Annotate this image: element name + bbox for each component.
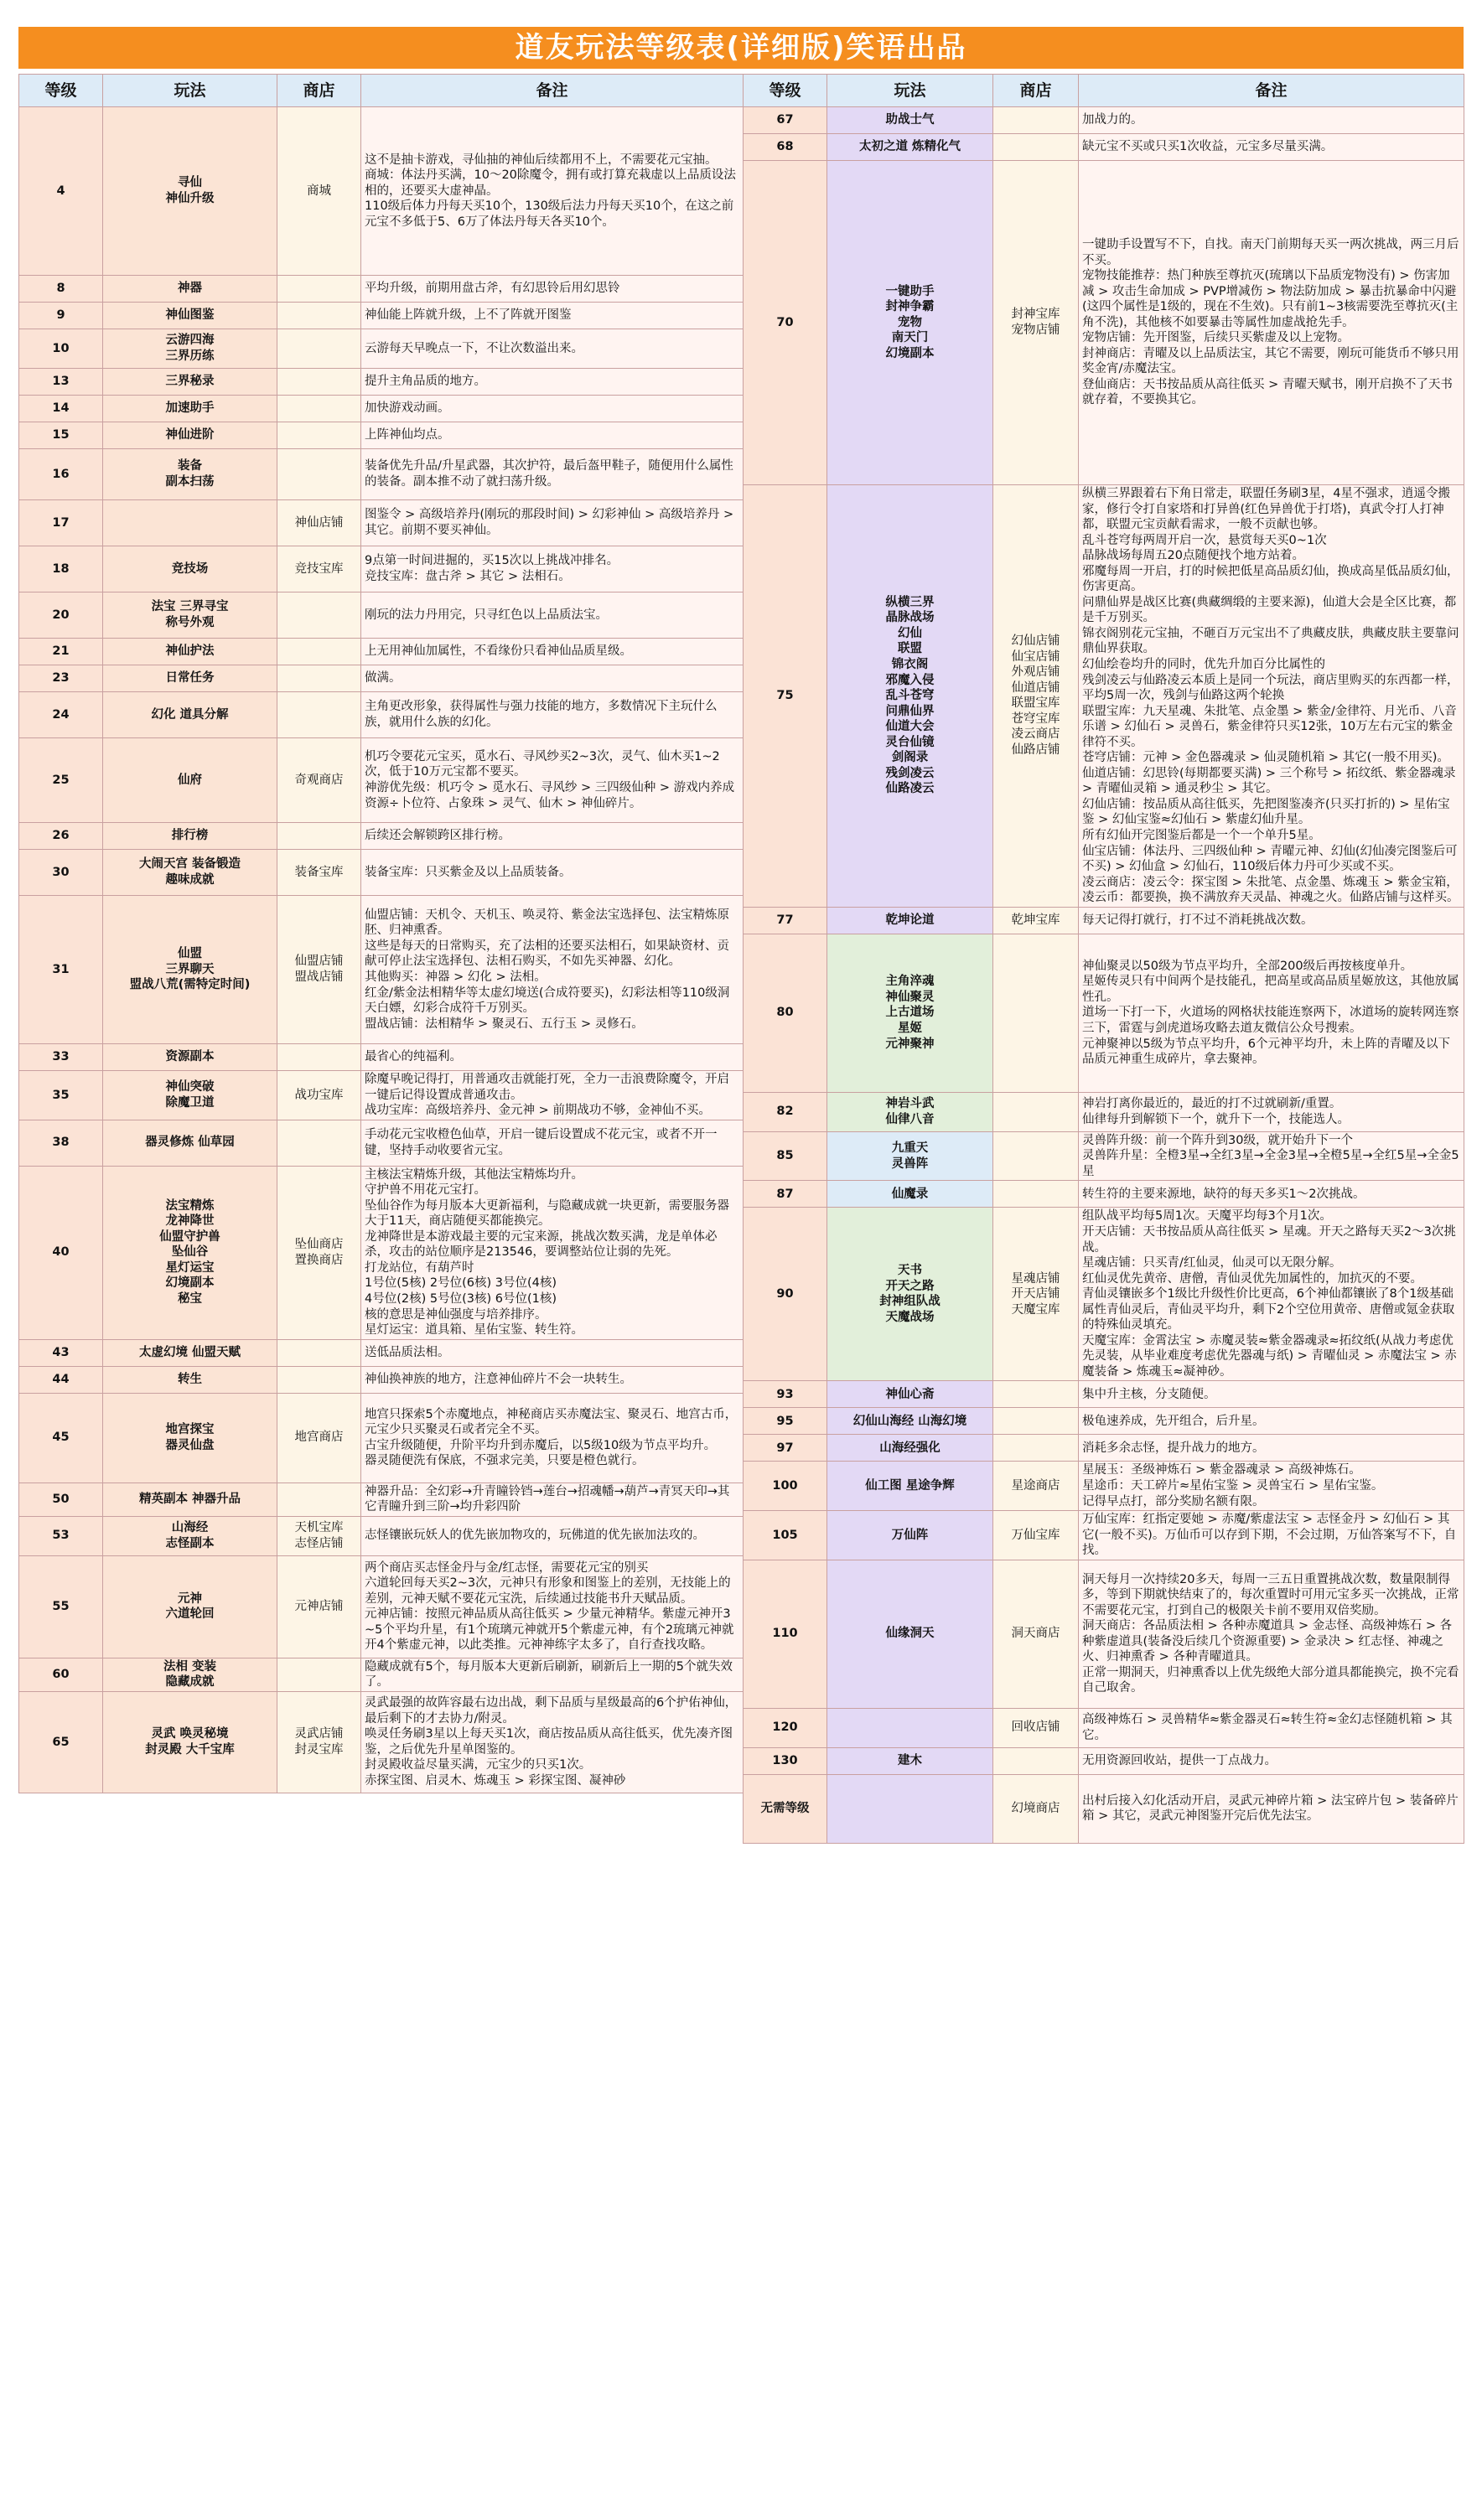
note-cell: 装备宝库：只买紫金及以上品质装备。: [361, 850, 744, 896]
play-cell: 三界秘录: [103, 369, 277, 396]
note-cell: 灵兽阵升级：前一个阵升到30级，就开始升下一个 灵兽阵升星：全橙3星→全红3星→全金3星→全橙5星→全红5星→全金5星: [1079, 1131, 1464, 1181]
play-cell: 仙缘洞天: [827, 1560, 993, 1708]
play-cell: 神仙进阶: [103, 422, 277, 449]
play-cell: 仙魔录: [827, 1181, 993, 1208]
level-cell: 24: [19, 692, 103, 738]
shop-cell: [277, 1366, 361, 1393]
level-cell: 43: [19, 1339, 103, 1366]
play-cell: 万仙阵: [827, 1511, 993, 1560]
note-cell: 后续还会解锁跨区排行榜。: [361, 823, 744, 850]
level-cell: 95: [744, 1408, 827, 1435]
table-row: [19, 1339, 744, 1366]
play-cell: 寻仙 神仙升级: [103, 107, 277, 276]
shop-cell: [277, 665, 361, 692]
shop-cell: [277, 1658, 361, 1691]
note-cell: 组队战平均每5周1次。天魔平均每3个月1次。 开天店铺：天书按品质从高往低买 > 星魂。开天之路每天买2～3次挑战。 星魂店铺：只买青/红仙灵，仙灵可以无限分解。 红仙灵优先黄帝、唐僧，青仙灵优先加属性的，加抗灭的不要。 青仙灵镶嵌多个1级比升级性价比更高，6个神仙都镶嵌了8个1级基础属性青仙灵后，青仙灵平均升，剩下2个空位用黄帝、唐僧或氪金获取的特殊仙灵填充。 天魔宝库：金霄法宝 > 赤魔灵装≈紫金器魂录≈拓纹纸(从战力考虑优先灵装，从毕业难度考虑优先器魂与纸) > 青曜仙灵 > 赤魔法宝 > 赤魔装备 > 炼魂玉≈凝神砂。: [1079, 1208, 1464, 1381]
shop-cell: [993, 1408, 1079, 1435]
table-row: [19, 276, 744, 303]
level-cell: 26: [19, 823, 103, 850]
table-row: [19, 546, 744, 592]
table-row: [744, 1511, 1464, 1560]
play-cell: [827, 1774, 993, 1843]
note-cell: 神器升品：全幻彩→升青瞳铃铛→莲台→招魂幡→葫芦→青冥天印→其它青瞳升到三阶→均升彩四阶: [361, 1483, 744, 1516]
note-cell: 星展玉：圣级神炼石 > 紫金器魂录 > 高级神炼石。 星途币：天工碎片≈星佑宝鉴 > 灵兽宝石 > 星佑宝鉴。 记得早点打，部分奖励名额有限。: [1079, 1462, 1464, 1511]
play-cell: 太虚幻境 仙盟天赋: [103, 1339, 277, 1366]
shop-cell: [277, 422, 361, 449]
shop-cell: 坠仙商店 置换商店: [277, 1166, 361, 1339]
level-cell: 45: [19, 1393, 103, 1483]
level-cell: 18: [19, 546, 103, 592]
play-cell: 转生: [103, 1366, 277, 1393]
header-row: [19, 75, 744, 107]
play-cell: 云游四海 三界历练: [103, 329, 277, 369]
level-cell: 60: [19, 1658, 103, 1691]
table-row: [744, 107, 1464, 134]
note-cell: 主核法宝精炼升级，其他法宝精炼均升。 守护兽不用花元宝打。 坠仙谷作为每月版本大更新福利，与隐藏成就一块更新，需要服务器大于11天，商店随便买都能换完。 龙神降世是本游戏最主要的元宝来源，挑战次数买满，龙是单体必杀，攻击的站位顺序是213546，要调整站位让弱的先死。 打龙站位，有葫芦时 1号位(5核) 2号位(6核) 3号位(4核) 4号位(2核) 5号位(3核) 6号位(1核) 核的意思是神仙强度与培养排序。 星灯运宝：道具箱、星佑宝鉴、转生符。: [361, 1166, 744, 1339]
table-row: [744, 1181, 1464, 1208]
level-cell: 35: [19, 1071, 103, 1120]
note-cell: 9点第一时间进掘的，买15次以上挑战冲排名。 竞技宝库：盘古斧 > 其它 > 法相石。: [361, 546, 744, 592]
level-cell: 110: [744, 1560, 827, 1708]
note-cell: 神岩打离你最近的，最近的打不过就刷新/重置。 仙律每升到解锁下一个，就升下一个，技能选人。: [1079, 1092, 1464, 1131]
play-cell: 器灵修炼 仙草园: [103, 1120, 277, 1166]
table-row: [744, 1462, 1464, 1511]
shop-cell: [277, 592, 361, 639]
level-cell: 14: [19, 396, 103, 422]
note-cell: 两个商店买志怪金丹与金/红志怪，需要花元宝的别买 六道轮回每天买2~3次，元神只有形象和图鉴上的差别，无技能上的差别，元神天赋不要花元宝洗，后续通过技能书升天赋品质。 元神店铺：按照元神品质从高往低买 > 少量元神精华。紫虚元神开3~5个平均升星，有1个琉璃元神就开5个紫虚元神，有个2琉璃元神就开4个紫虚元神，以此类推。元神神练字太多了，自行查找攻略。: [361, 1555, 744, 1658]
play-cell: 法宝精炼 龙神降世 仙盟守护兽 坠仙谷 星灯运宝 幻境副本 秘宝: [103, 1166, 277, 1339]
table-row: [744, 1131, 1464, 1181]
note-cell: 这不是抽卡游戏，寻仙抽的神仙后续都用不上，不需要花元宝抽。 商城：体法丹买满，10～20除魔令，拥有或打算充栽虚以上品质设法相的，还要买大虚神晶。 110级后体力丹每天买10个，130级后法力丹每天买10个，在这之前元宝不多低于5、6万了体法丹每天各买10个。: [361, 107, 744, 276]
note-cell: 无用资源回收站，提供一丁点战力。: [1079, 1747, 1464, 1774]
level-cell: 90: [744, 1208, 827, 1381]
note-cell: 神仙能上阵就升级，上不了阵就开图鉴: [361, 303, 744, 329]
note-cell: 装备优先升品/升星武器，其次护符，最后盔甲鞋子，随便用什么属性的装备。副本推不动了就扫荡升级。: [361, 449, 744, 500]
table-row: [19, 1658, 744, 1691]
level-cell: 65: [19, 1691, 103, 1793]
note-cell: 神仙聚灵以50级为节点平均升，全部200级后再按核度单升。 星姬传灵只有中间两个是技能孔，把高星或高品质星姬放这，其他放属性孔。 道场一下打一下，火道场的网格状技能连察两下，冰道场的旋转网连察三下，雷霆与剑虎道场攻略去道友微信公众号搜索。 元神聚神以5级为节点平均升，6个元神平均升，未上阵的青曜及以下品质元神重生成碎片，拿去聚神。: [1079, 934, 1464, 1092]
play-cell: 神仙心斋: [827, 1381, 993, 1408]
shop-cell: 竞技宝库: [277, 546, 361, 592]
table-row: [19, 1691, 744, 1793]
note-cell: 送低品质法相。: [361, 1339, 744, 1366]
level-cell: 10: [19, 329, 103, 369]
note-cell: 万仙宝库：红指定要她 > 赤魔/紫虚法宝 > 志怪金丹 > 幻仙石 > 其它(一般不买)。万仙币可以存到下期，不会过期，万仙答案写不下，自找。: [1079, 1511, 1464, 1560]
level-cell: 无需等级: [744, 1774, 827, 1843]
note-cell: 上阵神仙均点。: [361, 422, 744, 449]
table-row: [744, 1381, 1464, 1408]
play-cell: 纵横三界 晶脉战场 幻仙 联盟 锦衣阁 邪魔入侵 乱斗苍穹 问鼎仙界 仙道大会 灵台仙镜 剑阁录 残剑凌云 仙路凌云: [827, 485, 993, 908]
level-cell: 97: [744, 1435, 827, 1462]
shop-cell: [277, 303, 361, 329]
play-cell: 仙府: [103, 738, 277, 823]
table-row: [19, 422, 744, 449]
play-cell: 地宫探宝 器灵仙盘: [103, 1393, 277, 1483]
note-cell: 加战力的。: [1079, 107, 1464, 134]
shop-cell: [993, 1181, 1079, 1208]
play-cell: 幻仙山海经 山海幻境: [827, 1408, 993, 1435]
shop-cell: [277, 1339, 361, 1366]
level-cell: 4: [19, 107, 103, 276]
level-cell: 120: [744, 1708, 827, 1747]
play-cell: 幻化 道具分解: [103, 692, 277, 738]
note-cell: 洞天每月一次持续20多天，每周一三五日重置挑战次数，数量限制得多，等到下期就快结束了的，每次重置时可用元宝多买一次挑战，正常不需要花元宝，打到自己的极限关卡前不要用双倍奖励。 洞天商店：各品质法相 > 各种赤魔道具 > 金志怪、高级神炼石 > 各种紫虚道具(装备没后续几个资源重要) > 金录决 > 红志怪、神魂之火、归神熏香 > 各种青曜道具。 正常一期洞天，归神熏香以上优先级绝大部分道具都能换完，换不完看自己取舍。: [1079, 1560, 1464, 1708]
note-cell: 出村后接入幻化活动开启，灵武元神碎片箱 > 法宝碎片包 > 装备碎片箱 > 其它，灵武元神图鉴开完后优先法宝。: [1079, 1774, 1464, 1843]
shop-cell: 地宫商店: [277, 1393, 361, 1483]
shop-cell: 天机宝库 志怪店铺: [277, 1516, 361, 1555]
play-cell: 排行榜: [103, 823, 277, 850]
note-cell: 加快游戏动画。: [361, 396, 744, 422]
play-cell: 竞技场: [103, 546, 277, 592]
header-level: 等级: [19, 75, 103, 107]
level-table-right: [743, 74, 1464, 1844]
table-row: [744, 934, 1464, 1092]
note-cell: 最省心的纯福利。: [361, 1044, 744, 1071]
play-cell: 法宝 三界寻宝 称号外观: [103, 592, 277, 639]
header-shop: 商店: [277, 75, 361, 107]
table-row: [19, 639, 744, 665]
shop-cell: 幻境商店: [993, 1774, 1079, 1843]
shop-cell: 乾坤宝库: [993, 907, 1079, 934]
play-cell: 加速助手: [103, 396, 277, 422]
note-cell: 提升主角品质的地方。: [361, 369, 744, 396]
play-cell: 天书 开天之路 封神组队战 天魔战场: [827, 1208, 993, 1381]
level-cell: 130: [744, 1747, 827, 1774]
note-cell: 上无用神仙加属性，不看缘份只看神仙品质星级。: [361, 639, 744, 665]
shop-cell: 回收店铺: [993, 1708, 1079, 1747]
table-row: [19, 823, 744, 850]
table-row: [744, 485, 1464, 908]
table-row: [744, 1708, 1464, 1747]
level-cell: 55: [19, 1555, 103, 1658]
play-cell: 主角淬魂 神仙聚灵 上古道场 星姬 元神聚神: [827, 934, 993, 1092]
level-cell: 23: [19, 665, 103, 692]
play-cell: 助战士气: [827, 107, 993, 134]
shop-cell: [277, 449, 361, 500]
shop-cell: [277, 1044, 361, 1071]
shop-cell: [993, 1092, 1079, 1131]
table-row: [19, 449, 744, 500]
play-cell: 大闹天宫 装备锻造 趣味成就: [103, 850, 277, 896]
level-cell: 85: [744, 1131, 827, 1181]
play-cell: 日常任务: [103, 665, 277, 692]
level-cell: 105: [744, 1511, 827, 1560]
table-row: [19, 1166, 744, 1339]
level-cell: 67: [744, 107, 827, 134]
note-cell: 云游每天早晚点一下，不让次数溢出来。: [361, 329, 744, 369]
header-level: 等级: [744, 75, 827, 107]
play-cell: 神仙突破 除魔卫道: [103, 1071, 277, 1120]
note-cell: 平均升级，前期用盘古斧，有幻思铃后用幻思铃: [361, 276, 744, 303]
level-cell: 16: [19, 449, 103, 500]
level-cell: 87: [744, 1181, 827, 1208]
level-cell: 9: [19, 303, 103, 329]
level-cell: 20: [19, 592, 103, 639]
note-cell: 转生符的主要来源地，缺符的每天多买1～2次挑战。: [1079, 1181, 1464, 1208]
level-table-left: [18, 74, 744, 1793]
shop-cell: 商城: [277, 107, 361, 276]
note-cell: 每天记得打就行，打不过不消耗挑战次数。: [1079, 907, 1464, 934]
note-cell: 机巧令要花元宝买，觅水石、寻风纱买2~3次，灵气、仙木买1~2次，低于10万元宝都不要买。 神游优先级：机巧令 > 觅水石、寻风纱 > 三四级仙种 > 游戏内养成资源÷卜位符、占象珠 > 灵气、仙木 > 神仙碎片。: [361, 738, 744, 823]
note-cell: 高级神炼石 > 灵兽精华≈紫金器灵石≈转生符≈金幻志怪随机箱 > 其它。: [1079, 1708, 1464, 1747]
note-cell: 极龟速养成，先开组合，后升星。: [1079, 1408, 1464, 1435]
play-cell: 神岩斗武 仙律八音: [827, 1092, 993, 1131]
shop-cell: [993, 1131, 1079, 1181]
shop-cell: [277, 692, 361, 738]
level-cell: 30: [19, 850, 103, 896]
table-row: [744, 134, 1464, 161]
level-cell: 15: [19, 422, 103, 449]
play-cell: 灵武 唤灵秘境 封灵殿 大千宝库: [103, 1691, 277, 1793]
note-cell: 仙盟店铺：天机令、天机玉、唤灵符、紫金法宝选择包、法宝精炼原胚、归神熏香。 这些是每天的日常购买，充了法相的还要买法相石，如果缺资材、贡献可停止法宝选择包、法相石购买，不如先买神器、幻化。 其他购买：神器 > 幻化 > 法相。 红金/紫金法相精华等太虚幻境送(合成符要买)，幻彩法相等110级洞天白嫖，幻彩合成符千万别买。 盟战店铺：法相精华 > 聚灵石、五行玉 > 灵修石。: [361, 896, 744, 1044]
level-cell: 75: [744, 485, 827, 908]
shop-cell: [277, 329, 361, 369]
shop-cell: 奇观商店: [277, 738, 361, 823]
play-cell: [827, 1708, 993, 1747]
table-row: [19, 692, 744, 738]
table-row: [19, 396, 744, 422]
shop-cell: 星魂店铺 开天店铺 天魔宝库: [993, 1208, 1079, 1381]
table-row: [19, 1516, 744, 1555]
table-row: [19, 896, 744, 1044]
shop-cell: 仙盟店铺 盟战店铺: [277, 896, 361, 1044]
table-row: [19, 1120, 744, 1166]
play-cell: 神仙护法: [103, 639, 277, 665]
table-row: [744, 1560, 1464, 1708]
header-play: 玩法: [103, 75, 277, 107]
level-cell: 70: [744, 161, 827, 485]
table-row: [19, 1044, 744, 1071]
table-row: [744, 1408, 1464, 1435]
play-cell: 太初之道 炼精化气: [827, 134, 993, 161]
shop-cell: 洞天商店: [993, 1560, 1079, 1708]
level-cell: 21: [19, 639, 103, 665]
play-cell: 九重天 灵兽阵: [827, 1131, 993, 1181]
table-row: [19, 303, 744, 329]
table-row: [744, 907, 1464, 934]
header-note: 备注: [1079, 75, 1464, 107]
header-row: [744, 75, 1464, 107]
note-cell: 志怪镶嵌玩妖人的优先嵌加物攻的，玩佛道的优先嵌加法攻的。: [361, 1516, 744, 1555]
note-cell: 隐藏成就有5个，每月版本大更新后刷新，刷新后上一期的5个就失效了。: [361, 1658, 744, 1691]
note-cell: 刚玩的法力丹用完，只寻红色以上品质法宝。: [361, 592, 744, 639]
shop-cell: [277, 276, 361, 303]
shop-cell: 装备宝库: [277, 850, 361, 896]
shop-cell: [277, 639, 361, 665]
shop-cell: [993, 1747, 1079, 1774]
shop-cell: [993, 107, 1079, 134]
play-cell: 资源副本: [103, 1044, 277, 1071]
level-cell: 25: [19, 738, 103, 823]
play-cell: 仙工图 星途争辉: [827, 1462, 993, 1511]
level-cell: 93: [744, 1381, 827, 1408]
shop-cell: [277, 823, 361, 850]
play-cell: 乾坤论道: [827, 907, 993, 934]
shop-cell: 星途商店: [993, 1462, 1079, 1511]
note-cell: 灵武最强的故阵容最右边出战，剩下品质与星级最高的6个护佑神仙，最后剩下的才去协力/附灵。 唤灵任务刷3星以上每天买1次，商店按品质从高往低买，优先凑齐图鉴，之后优先升星单图鉴的。 封灵殿收益尽量买满，元宝少的只买1次。 赤探宝图、启灵木、炼魂玉 > 彩探宝图、凝神砂: [361, 1691, 744, 1793]
level-cell: 82: [744, 1092, 827, 1131]
table-row: [19, 369, 744, 396]
level-cell: 13: [19, 369, 103, 396]
table-row: [19, 329, 744, 369]
table-row: [19, 500, 744, 546]
play-cell: 仙盟 三界聊天 盟战八荒(需特定时间): [103, 896, 277, 1044]
play-cell: 建木: [827, 1747, 993, 1774]
note-cell: 集中升主核，分支随便。: [1079, 1381, 1464, 1408]
level-cell: 50: [19, 1483, 103, 1516]
table-row: [19, 592, 744, 639]
table-row: [744, 161, 1464, 485]
level-cell: 40: [19, 1166, 103, 1339]
play-cell: [103, 500, 277, 546]
play-cell: 山海经 志怪副本: [103, 1516, 277, 1555]
shop-cell: 封神宝库 宠物店铺: [993, 161, 1079, 485]
note-cell: 图鉴令 > 高级培养丹(刚玩的那段时间) > 幻彩神仙 > 高级培养丹 > 其它。前期不要买神仙。: [361, 500, 744, 546]
shop-cell: 神仙店铺: [277, 500, 361, 546]
table-row: [744, 1747, 1464, 1774]
header-shop: 商店: [993, 75, 1079, 107]
level-cell: 31: [19, 896, 103, 1044]
play-cell: 装备 副本扫荡: [103, 449, 277, 500]
shop-cell: 元神店铺: [277, 1555, 361, 1658]
table-row: [19, 850, 744, 896]
level-cell: 38: [19, 1120, 103, 1166]
shop-cell: [993, 1435, 1079, 1462]
play-cell: 一键助手 封神争霸 宠物 南天门 幻境副本: [827, 161, 993, 485]
play-cell: 法相 变装 隐藏成就: [103, 1658, 277, 1691]
table-row: [19, 738, 744, 823]
shop-cell: 万仙宝库: [993, 1511, 1079, 1560]
table-row: [744, 1774, 1464, 1843]
note-cell: 手动花元宝收橙色仙草，开启一键后设置成不花元宝，或者不开一键，坚持手动收要省元宝。: [361, 1120, 744, 1166]
level-cell: 53: [19, 1516, 103, 1555]
play-cell: 神器: [103, 276, 277, 303]
note-cell: 消耗多余志怪，提升战力的地方。: [1079, 1435, 1464, 1462]
level-cell: 100: [744, 1462, 827, 1511]
table-row: [19, 1555, 744, 1658]
table-row: [19, 1366, 744, 1393]
page-title: 道友玩法等级表(详细版)笑语出品: [18, 27, 1464, 69]
shop-cell: [993, 934, 1079, 1092]
level-cell: 44: [19, 1366, 103, 1393]
note-cell: 主角更改形象，获得属性与强力技能的地方，多数情况下主玩什么族，就用什么族的幻化。: [361, 692, 744, 738]
note-cell: 地宫只探索5个赤魔地点，神秘商店买赤魔法宝、聚灵石、地宫古币，元宝少只买聚灵石或者完全不买。 古宝升级随便，升阶平均升到赤魔后，以5级10级为节点平均升。 器灵随便洗有保底，不强求完美，只要是橙色就行。: [361, 1393, 744, 1483]
level-cell: 17: [19, 500, 103, 546]
level-cell: 68: [744, 134, 827, 161]
table-row: [19, 107, 744, 276]
shop-cell: [277, 369, 361, 396]
note-cell: 神仙换神族的地方，注意神仙碎片不会一块转生。: [361, 1366, 744, 1393]
shop-cell: [277, 396, 361, 422]
level-cell: 8: [19, 276, 103, 303]
header-note: 备注: [361, 75, 744, 107]
shop-cell: [993, 1381, 1079, 1408]
play-cell: 精英副本 神器升品: [103, 1483, 277, 1516]
shop-cell: 幻仙店铺 仙宝店铺 外观店铺 仙道店铺 联盟宝库 苍穹宝库 凌云商店 仙路店铺: [993, 485, 1079, 908]
table-row: [744, 1092, 1464, 1131]
table-row: [19, 1071, 744, 1120]
level-cell: 80: [744, 934, 827, 1092]
table-row: [19, 1483, 744, 1516]
table-row: [744, 1208, 1464, 1381]
play-cell: 神仙图鉴: [103, 303, 277, 329]
shop-cell: [277, 1120, 361, 1166]
shop-cell: 灵武店铺 封灵宝库: [277, 1691, 361, 1793]
note-cell: 一键助手设置写不下，自找。南天门前期每天买一两次挑战，两三月后不买。 宠物技能推荐：热门种族至尊抗灭(琉璃以下品质宠物没有) > 伤害加减 > 攻击生命加成 > PVP增减伤 > 物法防加成 > 暴击抗暴命中闪避(这四个属性是1级的，现在不生效)。只有前1~3核需要洗至尊抗灭(主角不洗)，其他核不如要暴击等属性加虚战抢先手。 宠物店铺：先开图鉴，后续只买紫虚及以上宠物。 封神商店：青曜及以上品质法宝，其它不需要，刚玩可能货币不够只用奖金宵/赤魔法宝。 登仙商店：天书按品质从高往低买 > 青曜天赋书，刚开启换不了天书就存着，不要换其它。: [1079, 161, 1464, 485]
play-cell: 元神 六道轮回: [103, 1555, 277, 1658]
table-row: [19, 665, 744, 692]
note-cell: 纵横三界跟着右下角日常走，联盟任务刷3星，4星不强求，逍遥令搬家，修行令打自家塔和打异兽(红色异兽优于打塔)，真武令打人打神都，联盟元宝贡献看需求，一般不贡献也够。 乱斗苍穹每两周开启一次，悬赏每天买0~1次 晶脉战场每周五20点随便找个地方站着。 邪魔每周一开启，打的时候把低星高品质幻仙，换成高星低品质幻仙，伤害更高。 问鼎仙界是战区比赛(典藏绸缎的主要来源)，仙道大会是全区比赛，都是千万别买。 锦衣阁别花元宝抽，不砸百万元宝出不了典藏皮肤，典藏皮肤主要靠问鼎仙界获取。 幻仙绘卷均升的同时，优先升加百分比属性的 残剑凌云与仙路凌云本质上是同一个玩法，商店里购买的东西都一样，平均5周一次，残剑与仙路这两个轮换 联盟宝库：九天星魂、朱批笔、点金墨 > 紫金/金律符、月光币、八音乐谱 > 幻仙石 > 灵兽石，紫金律符只买12张，10万左右元宝的紫金律符不买。 苍穹店铺：元神 > 金色器魂录 > 仙灵随机箱 > 其它(一般不用买)。 仙道店铺：幻思铃(每期都要买满) > 三个称号 > 拓纹纸、紫金器魂录 > 青曜仙灵箱 > 通灵秒尘 > 其它。 幻仙店铺：按品质从高往低买，先把图鉴凑齐(只买打折的) > 星佑宝鉴 > 幻仙宝鉴≈幻仙石 > 紫虚幻仙升星。 所有幻仙开完图鉴后都是一个一个单升5星。 仙宝店铺：体法丹、三四级仙种 > 青曜元神、幻仙(幻仙凑完图鉴后可不买) > 幻仙盒 > 幻仙石，110级后体力丹可少买或不买。 凌云商店：凌云令：探宝图 > 朱批笔、点金墨、炼魂玉 > 紫金宝箱，凌云币：都要换，换不满放弃天灵晶、神魂之火。仙路店铺与这样买。: [1079, 485, 1464, 908]
level-cell: 33: [19, 1044, 103, 1071]
shop-cell: [993, 134, 1079, 161]
note-cell: 缺元宝不买或只买1次收益，元宝多尽量买满。: [1079, 134, 1464, 161]
table-row: [19, 1393, 744, 1483]
table-row: [744, 1435, 1464, 1462]
play-cell: 山海经强化: [827, 1435, 993, 1462]
note-cell: 做满。: [361, 665, 744, 692]
note-cell: 除魔早晚记得打，用普通攻击就能打死，全力一击浪费除魔令，开启一键后记得设置成普通攻击。 战功宝库：高级培养丹、金元神 > 前期战功不够，金神仙不买。: [361, 1071, 744, 1120]
header-play: 玩法: [827, 75, 993, 107]
level-cell: 77: [744, 907, 827, 934]
shop-cell: [277, 1483, 361, 1516]
shop-cell: 战功宝库: [277, 1071, 361, 1120]
